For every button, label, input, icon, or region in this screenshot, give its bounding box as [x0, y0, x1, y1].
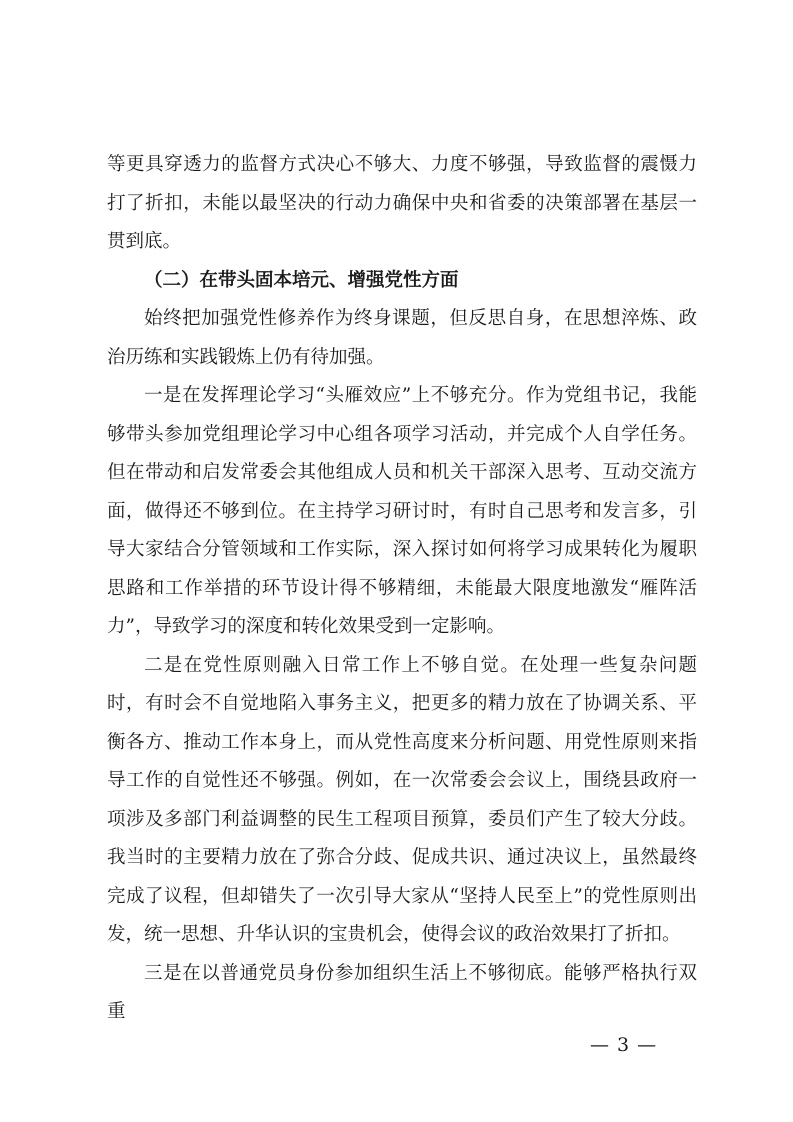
paragraph-point-three: 三是在以普通党员身份参加组织生活上不够彻底。能够严格执行双重	[107, 962, 697, 1022]
document-body	[107, 146, 697, 1032]
page-number: — 3 —	[590, 1034, 658, 1056]
paragraph-intro: 始终把加强党性修养作为终身课题，但反思自身，在思想淬炼、政治历练和实践锻炼上仍有待加强。	[107, 308, 697, 368]
section-heading: （二）在带头固本培元、增强党性方面	[144, 269, 459, 291]
paragraph-point-one: 一是在发挥理论学习“头雁效应”上不够充分。作为党组书记，我能够带头参加党组理论学习中心组各项学习活动，并完成个人自学任务。但在带动和启发常委会其他组成人员和机关干部深入思考、互动交流方面，做得还不够到位。在主持学习研讨时，有时自己思考和发言多，引导大家结合分管领域和工作实际，深入探讨如何将学习成果转化为履职思路和工作举措的环节设计得不够精细，未能最大限度地激发“雁阵活力”，导致学习的深度和转化效果受到一定影响。	[107, 385, 697, 637]
paragraph-continuation: 等更具穿透力的监督方式决心不够大、力度不够强，导致监督的震慑力打了折扣，未能以最坚决的行动力确保中央和省委的决策部署在基层一贯到底。	[107, 154, 697, 252]
paragraph-point-two: 二是在党性原则融入日常工作上不够自觉。在处理一些复杂问题时，有时会不自觉地陷入事务主义，把更多的精力放在了协调关系、平衡各方、推动工作本身上，而从党性高度来分析问题、用党性原则来指导工作的自觉性还不够强。例如，在一次常委会会议上，围绕县政府一项涉及多部门利益调整的民生工程项目预算，委员们产生了较大分歧。我当时的主要精力放在了弥合分歧、促成共识、通过决议上，虽然最终完成了议程，但却错失了一次引导大家从“坚持人民至上”的党性原则出发，统一思想、升华认识的宝贵机会，使得会议的政治效果打了折扣。	[107, 654, 697, 945]
